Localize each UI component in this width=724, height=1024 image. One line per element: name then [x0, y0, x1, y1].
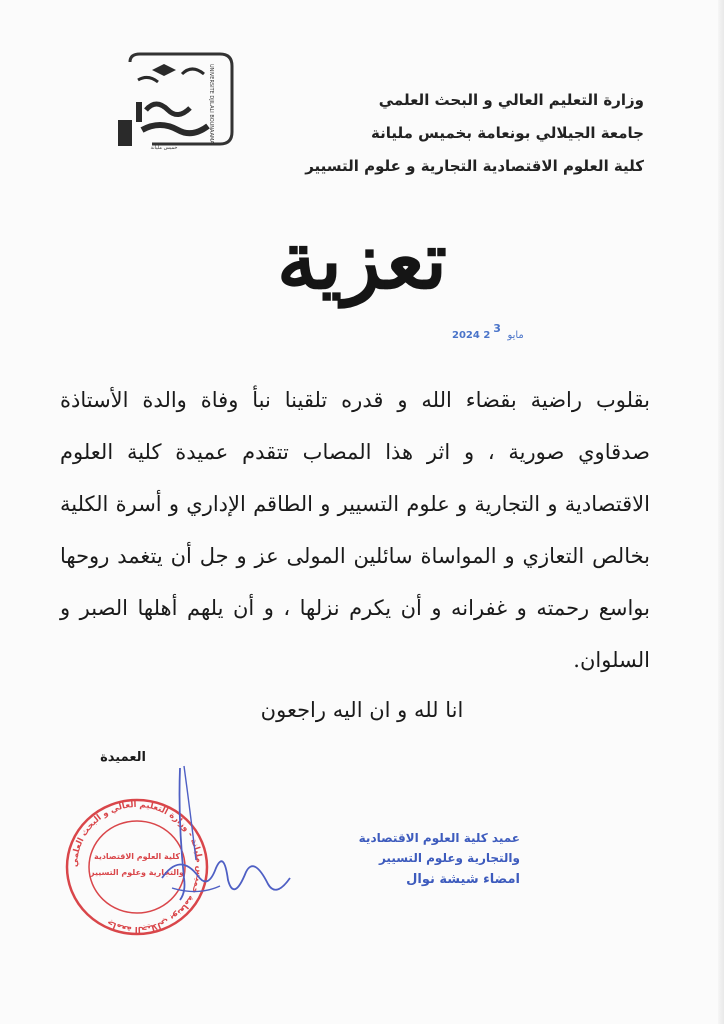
signature-line-2: والتجارية وعلوم التسيير — [378, 851, 520, 865]
signature-block — [300, 828, 520, 890]
stamp-inner-line2: والتجارية وعلوم التسيير — [89, 868, 185, 877]
date-year: 2024 — [452, 330, 480, 341]
handwritten-signature — [150, 760, 300, 915]
stamp-outer-text: جامعة الجيلالي بونعامة خميس مليانة - وزارة التعليم العالي و البحث العلمي — [69, 799, 205, 935]
logo-latin-text: UNIVERSITE DJILALI BOUNAAMA — [208, 64, 214, 144]
condolence-body: بقلوب راضية بقضاء الله و قدره تلقينا نبأ وفاة والدة الأستاذة صدقاوي صورية ، و اثر هذا المصاب تتقدم عميدة كلية العلوم الاقتصادية و التجارية و علوم التسيير و الطاقم الإداري و أسرة الكلية بخالص التعازي و المواساة سائلين المولى عز و جل أن يتغمد روحها بواسع رحمته و غفرانه و أن يكرم نزلها ، و أن يلهم أهلها الصبر و السلوان. — [60, 388, 650, 672]
stamp-inner-line1: كلية العلوم الاقتصادية — [93, 852, 181, 861]
date-stamp — [452, 322, 527, 341]
date-day: 2 — [483, 330, 491, 341]
faculty-line: كلية العلوم الاقتصادية التجارية و علوم التسيير — [305, 157, 644, 175]
page-title: تعزية — [276, 213, 448, 307]
university-logo — [112, 50, 238, 150]
date-month: مايو — [507, 330, 524, 341]
date-day-sup: 3 — [493, 322, 501, 335]
ministry-line: وزارة التعليم العالي و البحث العلمي — [378, 91, 644, 109]
university-line: جامعة الجيلالي بونعامة بخميس مليانة — [371, 124, 644, 142]
logo-caption: خميس مليانة — [150, 145, 178, 150]
dean-label: العميدة — [100, 750, 146, 765]
closing-verse: انا لله و ان اليه راجعون — [260, 698, 464, 722]
signature-line-1: عميد كلية العلوم الاقتصادية — [358, 831, 520, 845]
signature-line-3: امضاء شيشة نوال — [406, 872, 520, 887]
page-edge — [718, 0, 724, 1024]
